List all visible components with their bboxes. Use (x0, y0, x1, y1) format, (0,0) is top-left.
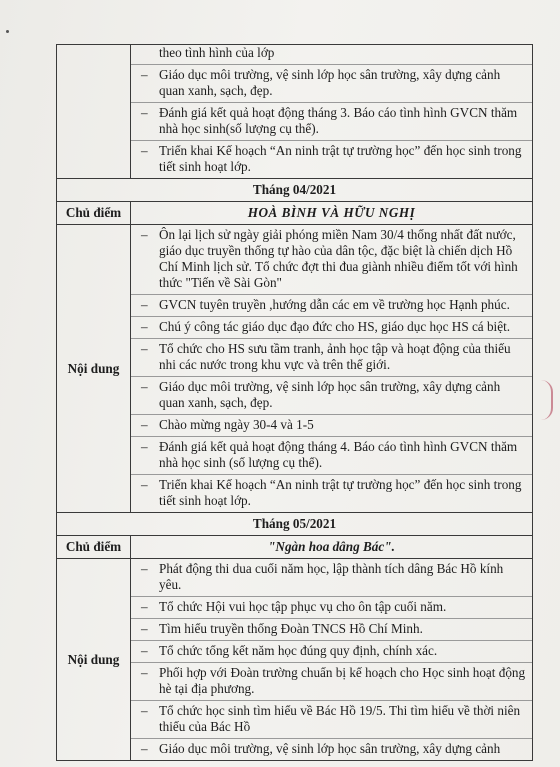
list-item: – Chào mừng ngày 30-4 và 1-5 (131, 415, 532, 437)
list-item: – Giáo dục môi trường, vệ sinh lớp học sân trường, xây dựng cảnh (141, 741, 501, 756)
list-item: – GVCN tuyên truyền ,hướng dẫn các em về trường học Hạnh phúc. (131, 295, 532, 317)
may-content-row (57, 559, 533, 761)
march-content-row (57, 45, 533, 179)
april-topic-row (57, 202, 533, 225)
list-item: – Ôn lại lịch sử ngày giải phóng miền Nam 30/4 thống nhất đất nước, giáo dục truyền thống tự hào của dân tộc, đặc biệt là chiến dịch Hồ Chí Minh lịch sử. Tổ chức đợt thi đua giành nhiều điểm tốt với hình thức "Tiến về Sài Gòn" (131, 225, 532, 295)
topic-label: Chủ điểm (57, 202, 131, 225)
content-label: Nội dung (57, 225, 131, 513)
april-month-row (57, 179, 533, 202)
list-item: theo tình hình của lớp (131, 45, 532, 65)
empty-label-cell (57, 45, 131, 179)
may-topic-row (57, 536, 533, 559)
list-item: – Tổ chức cho HS sưu tầm tranh, ảnh học tập và hoạt động của thiếu nhi các nước trong khu vực và trên thế giới. (131, 339, 532, 377)
list-item: – Chú ý công tác giáo dục đạo đức cho HS, giáo dục học HS cá biệt. (131, 317, 532, 339)
list-item: – Triển khai Kế hoạch “An ninh trật tự trường học” đến học sinh trong tiết sinh hoạt lớp. (141, 477, 522, 508)
list-item: – Đánh giá kết quả hoạt động tháng 4. Báo cáo tình hình GVCN thăm nhà học sinh (số lượng cụ thể). (131, 437, 532, 475)
list-item: – Tìm hiểu truyền thống Đoàn TNCS Hồ Chí Minh. (131, 619, 532, 641)
may-content-list (131, 559, 532, 760)
content-label: Nội dung (57, 559, 131, 761)
april-content-row (57, 225, 533, 513)
monthly-plan-table (56, 44, 533, 761)
list-item: – Phát động thi dua cuối năm học, lập thành tích dâng Bác Hồ kính yêu. (131, 559, 532, 597)
red-stamp-edge (541, 380, 553, 420)
april-content-list (131, 225, 532, 512)
topic-title: "Ngàn hoa dâng Bác". (131, 536, 533, 559)
topic-label: Chủ điểm (57, 536, 131, 559)
march-content-list (131, 45, 532, 178)
list-item: – Phối hợp với Đoàn trường chuẩn bị kế hoạch cho Học sinh hoạt động hè tại địa phương. (131, 663, 532, 701)
scan-speck (6, 30, 9, 33)
list-item: – Tổ chức học sinh tìm hiểu về Bác Hồ 19/5. Thi tìm hiểu về thời niên thiếu của Bác Hồ (131, 701, 532, 739)
month-heading: Tháng 05/2021 (57, 513, 533, 536)
list-item: – Tổ chức Hội vui học tập phục vụ cho ôn tập cuối năm. (131, 597, 532, 619)
list-item: – Tổ chức tổng kết năm học đúng quy định, chính xác. (131, 641, 532, 663)
list-item: – Triển khai Kế hoạch “An ninh trật tự trường học” đến học sinh trong tiết sinh hoạt lớp. (141, 143, 522, 174)
list-item: – Giáo dục môi trường, vệ sinh lớp học sân trường, xây dựng cảnh quan xanh, sạch, đẹp. (131, 65, 532, 103)
list-item: – Đánh giá kết quả hoạt động tháng 3. Báo cáo tình hình GVCN thăm nhà học sinh(số lượng cụ thể). (131, 103, 532, 141)
list-item: – Giáo dục môi trường, vệ sinh lớp học sân trường, xây dựng cảnh quan xanh, sạch, đẹp. (131, 377, 532, 415)
may-month-row (57, 513, 533, 536)
month-heading: Tháng 04/2021 (57, 179, 533, 202)
topic-title: HOÀ BÌNH VÀ HỮU NGHỊ (131, 202, 533, 225)
